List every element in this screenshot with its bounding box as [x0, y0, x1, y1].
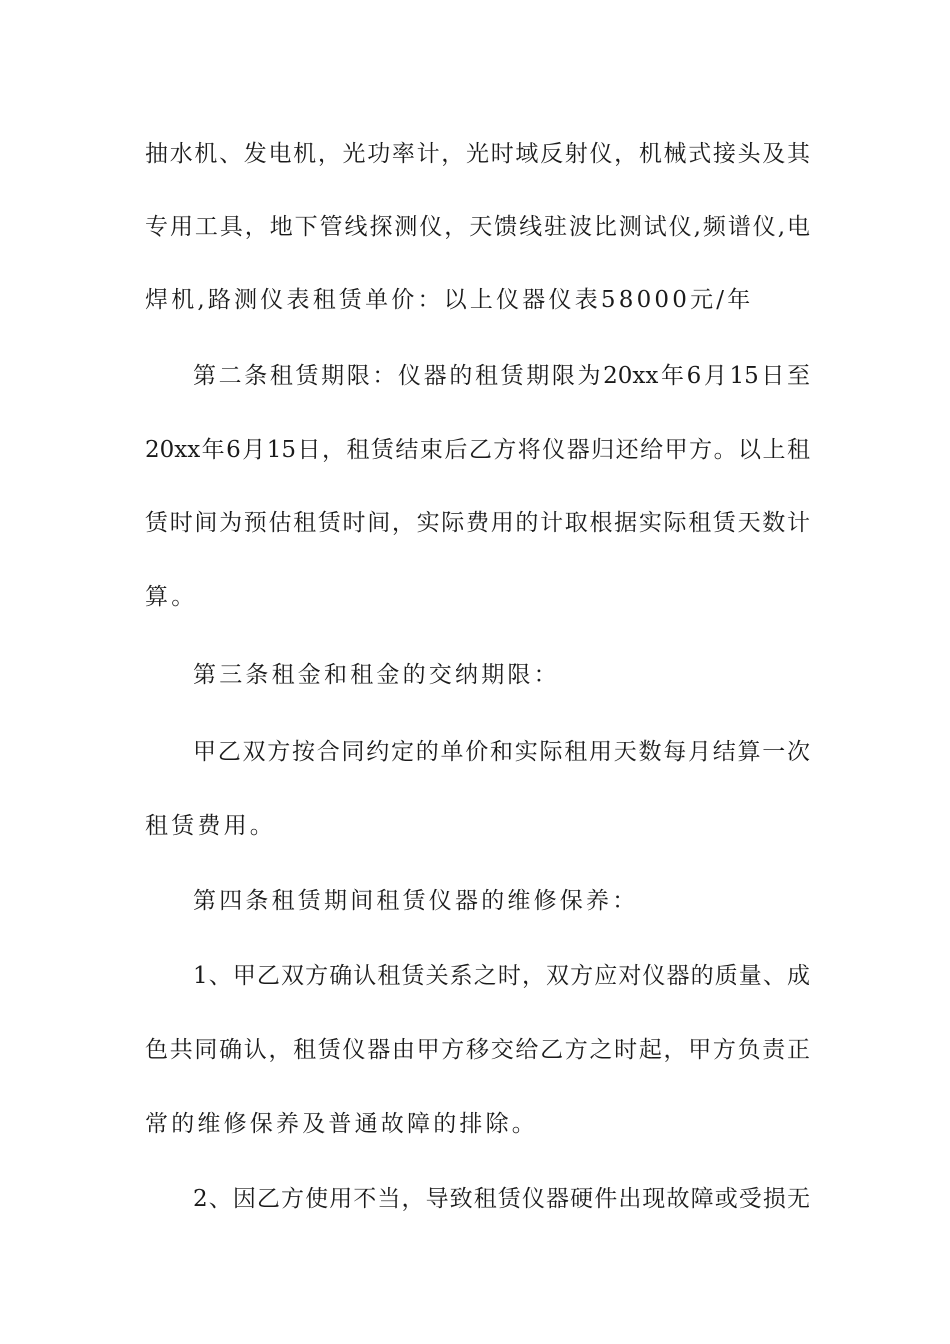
text-line-2: 专用工具，地下管线探测仪，天馈线驻波比测试仪,频谱仪,电 [145, 214, 810, 240]
text-line-15: 2、因乙方使用不当，导致租赁仪器硬件出现故障或受损无 [193, 1186, 810, 1212]
text-line-3: 焊机,路测仪表租赁单价：以上仪器仪表58000元/年 [145, 287, 754, 313]
text-line-11: 第四条租赁期间租赁仪器的维修保养： [193, 888, 639, 914]
text-line-7: 算。 [145, 584, 198, 610]
text-line-1: 抽水机、发电机，光功率计，光时域反射仪，机械式接头及其 [145, 141, 810, 167]
text-line-8: 第三条租金和租金的交纳期限： [193, 662, 560, 688]
text-line-5: 20xx年6月15日，租赁结束后乙方将仪器归还给甲方。以上租 [145, 437, 810, 463]
text-line-13: 色共同确认，租赁仪器由甲方移交给乙方之时起，甲方负责正 [145, 1037, 810, 1063]
text-line-14: 常的维修保养及普通故障的排除。 [145, 1111, 538, 1137]
text-line-4: 第二条租赁期限：仪器的租赁期限为20xx年6月15日至 [193, 363, 810, 389]
text-line-10: 租赁费用。 [145, 813, 276, 839]
text-line-9: 甲乙双方按合同约定的单价和实际租用天数每月结算一次 [193, 739, 810, 765]
text-line-12: 1、甲乙双方确认租赁关系之时，双方应对仪器的质量、成 [193, 963, 810, 989]
text-line-6: 赁时间为预估租赁时间，实际费用的计取根据实际租赁天数计 [145, 510, 810, 536]
